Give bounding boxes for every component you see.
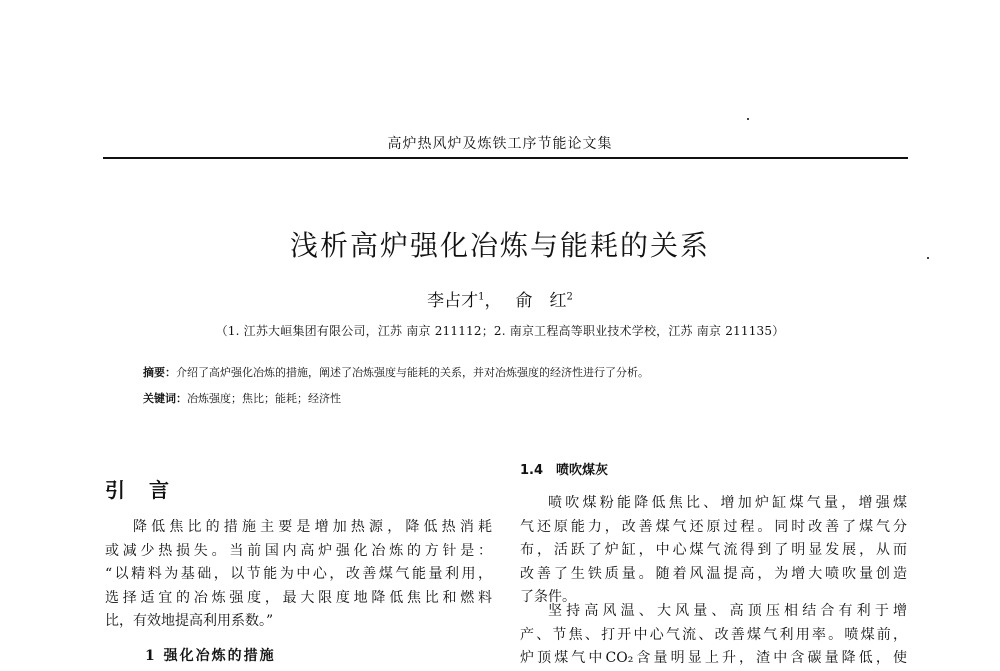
article-title: 浅析高炉强化冶炼与能耗的关系 (289, 229, 710, 262)
section-number: 1.4 (520, 463, 544, 478)
abstract-label: 摘要： (143, 366, 176, 379)
paragraph-line: 改善了生铁质量。随着风温提高，为增大喷吹量创造 (520, 565, 907, 582)
paragraph-line: “以精料为基础，以节能为中心，改善煤气能量利用， (105, 566, 492, 582)
author-line (0, 286, 1000, 311)
abstract-text: 介绍了高炉强化冶炼的措施，阐述了冶炼强度与能耗的关系，并对冶炼强度的经济性进行了分析。 (176, 366, 649, 379)
abstract (143, 364, 923, 380)
intro-paragraph (105, 516, 492, 634)
intro-heading: 引言 (105, 478, 193, 502)
paragraph-line: 或减少热损失。当前国内高炉强化冶炼的方针是： (105, 542, 492, 559)
author-name: 俞 红 (515, 291, 567, 311)
section-title: 喷吹煤灰 (556, 463, 609, 478)
author-separator: ， (484, 291, 502, 311)
keywords (143, 390, 923, 406)
paragraph-line: 比，有效地提高利用系数。” (105, 613, 274, 629)
paragraph-line: 气还原能力，改善煤气还原过程。同时改善了煤气分 (520, 518, 907, 535)
paragraph-line: 坚持高风温、大风量、高顶压相结合有利于增 (548, 603, 907, 619)
affiliation: （1. 江苏大峘集团有限公司，江苏 南京 211112；2. 南京工程高等职业技术学校，江苏 南京 211135） (215, 324, 785, 338)
header-rule (103, 157, 908, 159)
paragraph-line: 喷吹煤粉能降低焦比、增加炉缸煤气量，增强煤 (548, 495, 907, 511)
section-heading-cut: 1 强化冶炼的措施 (145, 648, 276, 664)
section-heading (520, 459, 608, 478)
keywords-text: 冶炼强度；焦比；能耗；经济性 (187, 392, 341, 405)
scan-speck (927, 257, 929, 259)
paragraph-line: 降低焦比的措施主要是增加热源，降低热消耗 (133, 519, 492, 535)
author-name: 李占才 (427, 291, 479, 311)
paragraph-line: 布，活跃了炉缸，中心煤气流得到了明显发展，从而 (520, 542, 907, 558)
body-paragraph (520, 492, 907, 610)
body-paragraph (520, 600, 907, 671)
scan-speck (747, 118, 749, 120)
paragraph-line: 炉顶煤气中CO₂含量明显上升，渣中含碳量降低，使 (520, 650, 907, 666)
paragraph-line: 选择适宜的冶炼强度，最大限度地降低焦比和燃料 (105, 589, 492, 606)
paragraph-line: 了条件。 (520, 589, 576, 605)
author-mark: 2 (566, 291, 573, 303)
running-header: 高炉热风炉及炼铁工序节能论文集 (387, 136, 613, 152)
paragraph-line: 产、节焦、打开中心气流、改善煤气利用率。喷煤前， (520, 626, 907, 643)
author-mark: 1 (478, 291, 485, 303)
keywords-label: 关键词： (143, 392, 187, 405)
